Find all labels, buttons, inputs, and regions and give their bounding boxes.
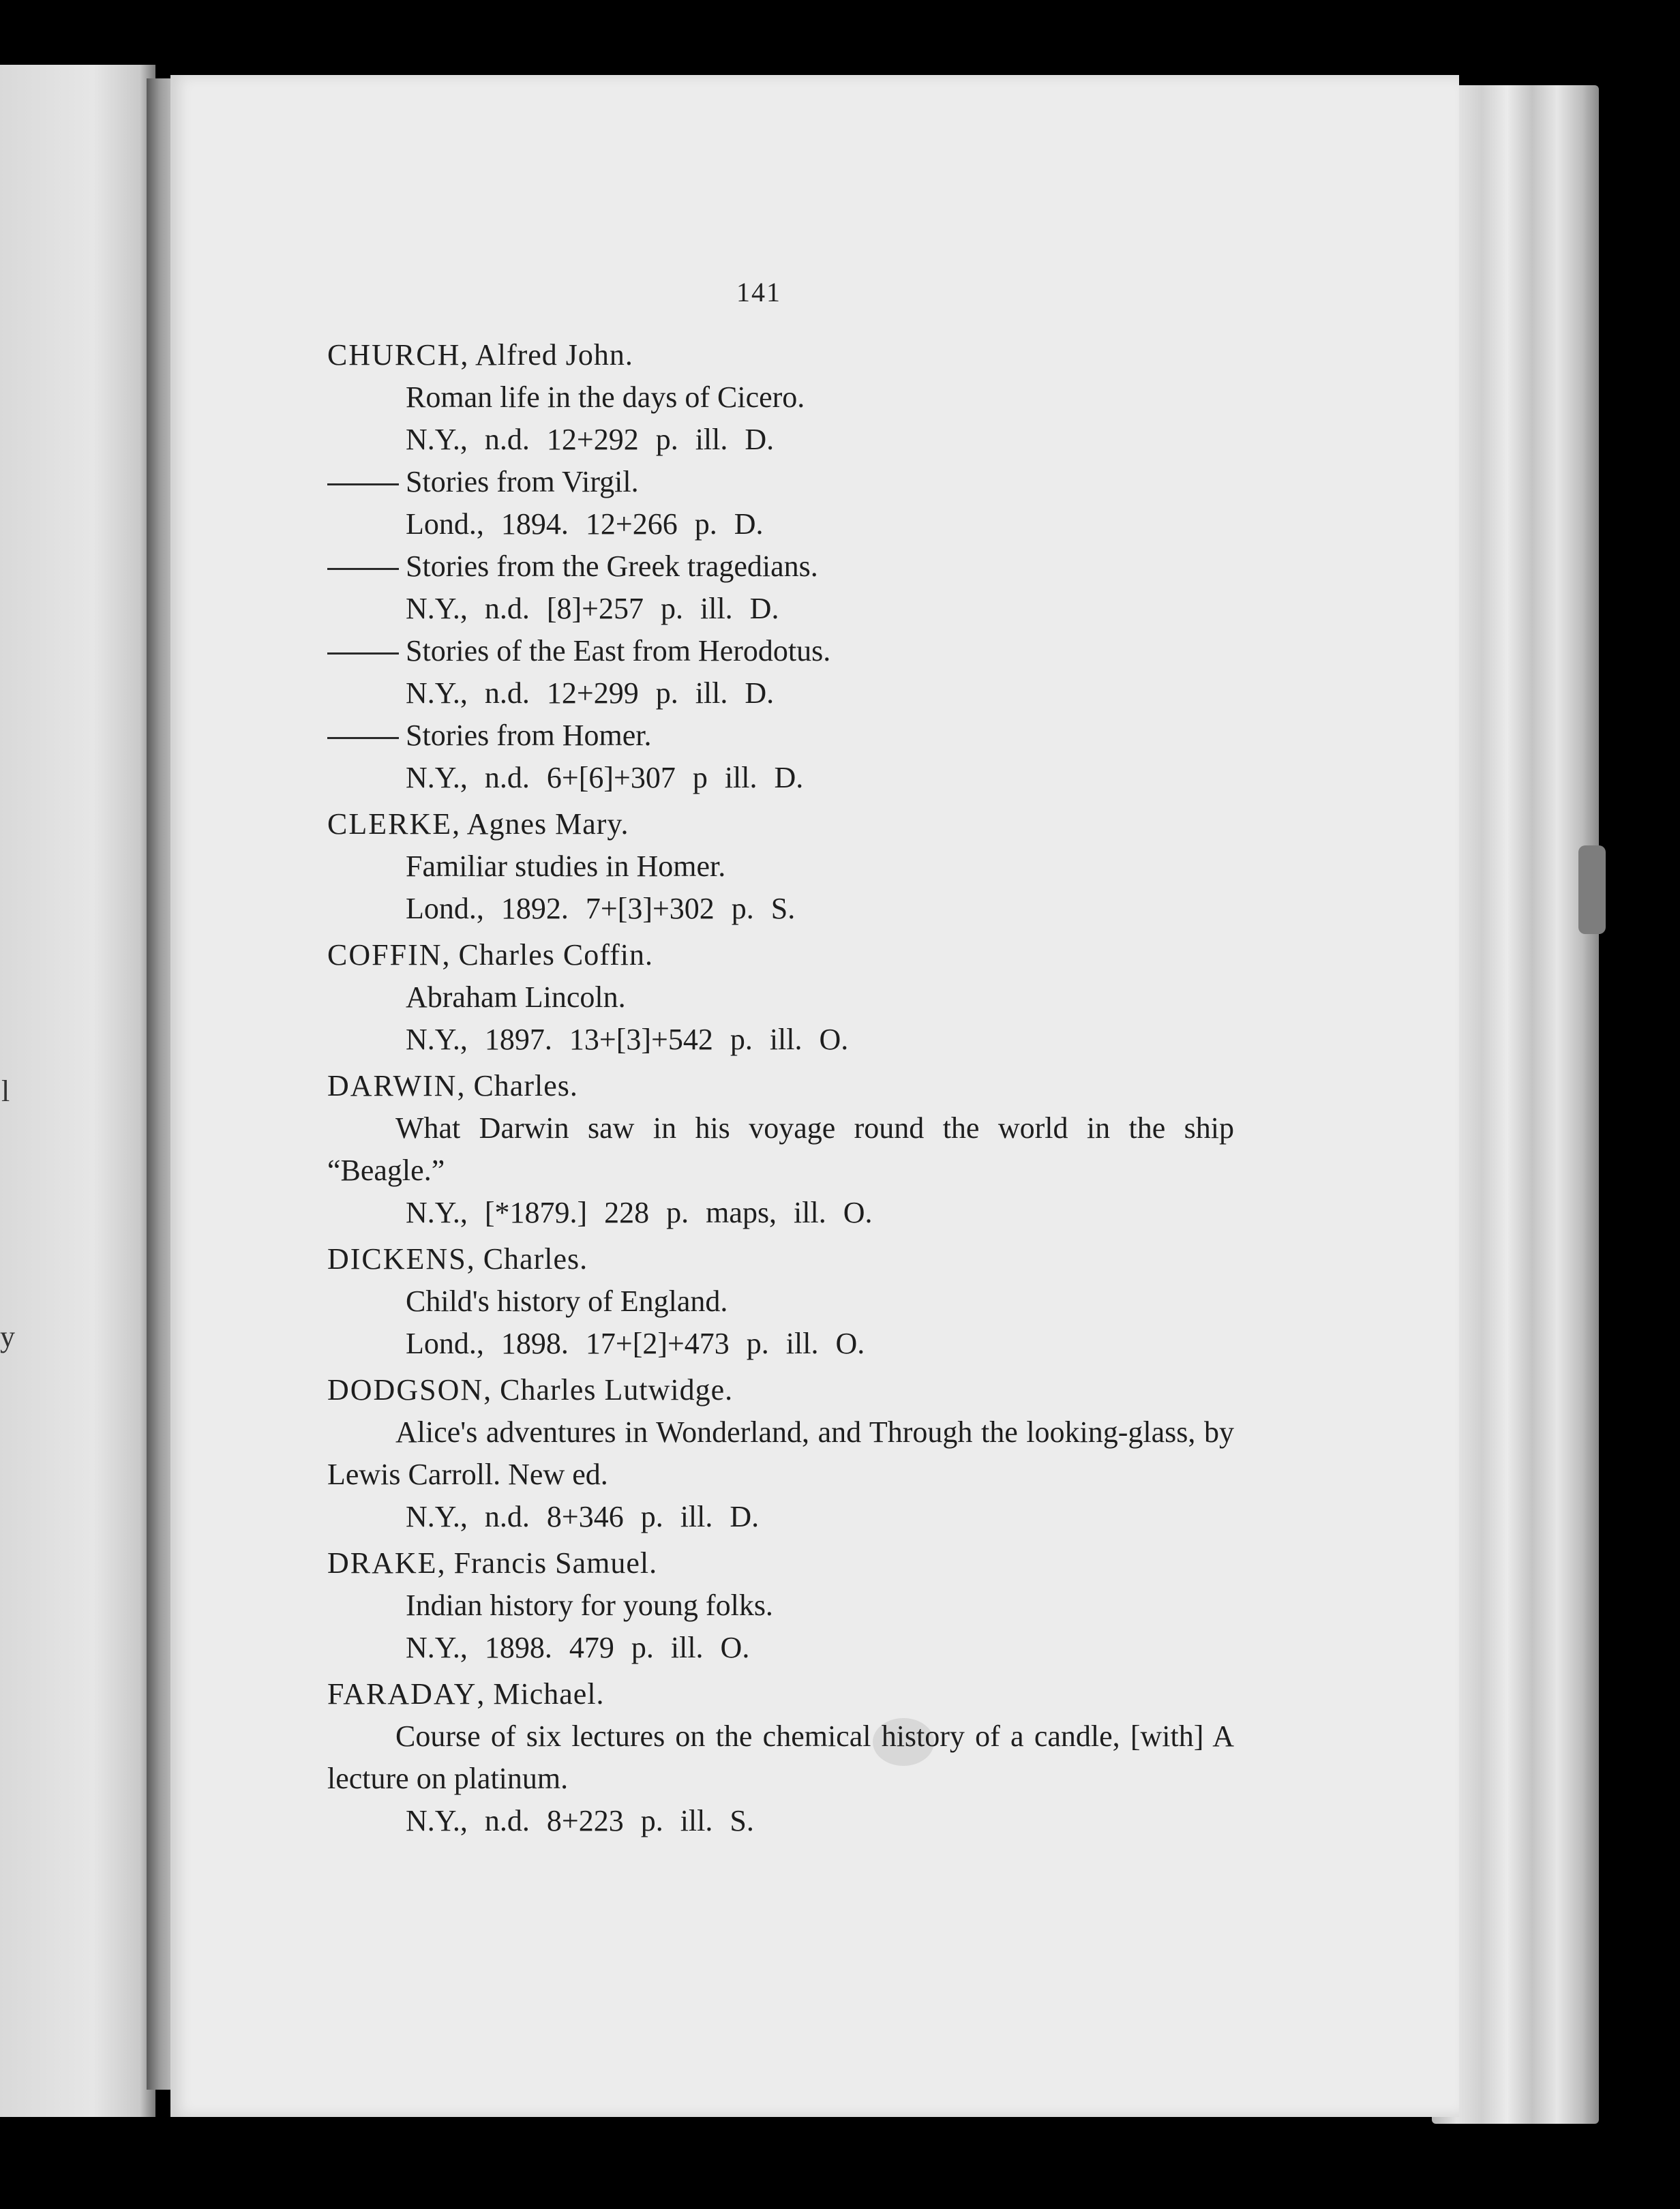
author-surname: DARWIN: [327, 1069, 457, 1102]
author-heading: [327, 1673, 1234, 1715]
work-imprint: Lond., 1892. 7+[3]+302 p. S.: [406, 892, 796, 925]
work-title-text: Roman life in the days of Cicero.: [406, 380, 805, 414]
author-given-name: , Agnes Mary.: [452, 807, 629, 841]
author-given-name: , Alfred John.: [460, 338, 633, 372]
work-imprint: N.Y., n.d. 12+299 p. ill. D.: [406, 676, 775, 710]
left-page-mark: l: [1, 1075, 10, 1108]
ditto-dash: [327, 652, 399, 655]
author-given-name: , Charles.: [457, 1069, 578, 1102]
author-surname: FARADAY: [327, 1677, 477, 1711]
work-title-text: Familiar studies in Homer.: [406, 850, 726, 883]
work-imprint: N.Y., n.d. 12+292 p. ill. D.: [406, 423, 775, 456]
author-surname: CLERKE: [327, 807, 453, 841]
author-heading: [327, 1369, 1234, 1411]
work-title: [327, 845, 1234, 888]
author-heading: [327, 1238, 1234, 1280]
work-title-text: What Darwin saw in his voyage round the world in the ship “Beagle.”: [327, 1111, 1234, 1187]
author-given-name: , Michael.: [477, 1677, 605, 1711]
work-title: [327, 1107, 1234, 1192]
work-title-text: Stories of the East from Herodotus.: [406, 634, 831, 667]
author-given-name: , Francis Samuel.: [437, 1546, 658, 1580]
work-title: [327, 545, 1234, 588]
work-title-text: Stories from Virgil.: [406, 465, 639, 498]
ditto-dash: [327, 483, 399, 485]
page-tab: [1578, 845, 1606, 934]
work-title-text: Abraham Lincoln.: [406, 980, 626, 1014]
work-imprint: N.Y., 1898. 479 p. ill. O.: [406, 1631, 750, 1664]
work-imprint: N.Y., n.d. 8+223 p. ill. S.: [406, 1804, 754, 1837]
author-given-name: , Charles Coffin.: [442, 938, 653, 972]
work-title: [327, 1411, 1234, 1496]
work-title: [327, 715, 1234, 757]
author-heading: [327, 1065, 1234, 1107]
author-heading: [327, 1542, 1234, 1584]
work-title: [327, 630, 1234, 672]
bibliography-entry: [327, 334, 1234, 803]
author-heading: [327, 334, 1234, 376]
author-given-name: , Charles Lutwidge.: [483, 1373, 734, 1407]
work-imprint: Lond., 1898. 17+[2]+473 p. ill. O.: [406, 1327, 865, 1360]
left-page-mark: y: [0, 1320, 15, 1353]
work-title: [327, 1584, 1234, 1627]
bibliography-entry: [327, 934, 1234, 1065]
author-heading: [327, 803, 1234, 845]
author-surname: COFFIN: [327, 938, 442, 972]
ditto-dash: [327, 737, 399, 739]
author-surname: DODGSON: [327, 1373, 484, 1407]
work-title: [327, 976, 1234, 1019]
author-heading: [327, 934, 1234, 976]
work-title-text: Stories from Homer.: [406, 719, 652, 752]
work-title-text: Indian history for young folks.: [406, 1589, 773, 1622]
work-imprint: N.Y., n.d. 8+346 p. ill. D.: [406, 1500, 760, 1533]
work-title: [327, 1280, 1234, 1323]
author-surname: DICKENS: [327, 1242, 467, 1276]
previous-page-edge: [0, 65, 155, 2117]
ditto-dash: [327, 568, 399, 570]
bibliography-entry: [327, 1065, 1234, 1238]
bibliography-entry: [327, 1369, 1234, 1542]
work-title: [327, 1715, 1234, 1800]
bibliography-entry: [327, 1238, 1234, 1369]
work-title: [327, 376, 1234, 419]
author-surname: CHURCH: [327, 338, 461, 372]
work-imprint: N.Y., n.d. 6+[6]+307 p ill. D.: [406, 761, 804, 794]
bibliography-entry: [327, 1673, 1234, 1846]
work-title-text: Course of six lectures on the chemical history of a candle, [with] A lecture on platinum.: [327, 1719, 1234, 1795]
work-title-text: Child's history of England.: [406, 1284, 728, 1318]
bibliography-entry: [327, 1542, 1234, 1673]
work-title-text: Stories from the Greek tragedians.: [406, 550, 818, 583]
work-title: [327, 461, 1234, 503]
page-number: 141: [736, 277, 781, 307]
work-imprint: Lond., 1894. 12+266 p. D.: [406, 507, 764, 541]
entry-spacer: [327, 1842, 1234, 1846]
work-title-text: Alice's adventures in Wonderland, and Through the looking-glass, by Lewis Carroll. New ed.: [327, 1415, 1234, 1491]
bibliography-list: [327, 334, 1234, 1846]
bibliography-entry: [327, 803, 1234, 934]
work-imprint: N.Y., 1897. 13+[3]+542 p. ill. O.: [406, 1023, 849, 1056]
author-given-name: , Charles.: [466, 1242, 588, 1276]
work-imprint: N.Y., [*1879.] 228 p. maps, ill. O.: [406, 1196, 873, 1229]
work-imprint: N.Y., n.d. [8]+257 p. ill. D.: [406, 592, 779, 625]
author-surname: DRAKE: [327, 1546, 438, 1580]
